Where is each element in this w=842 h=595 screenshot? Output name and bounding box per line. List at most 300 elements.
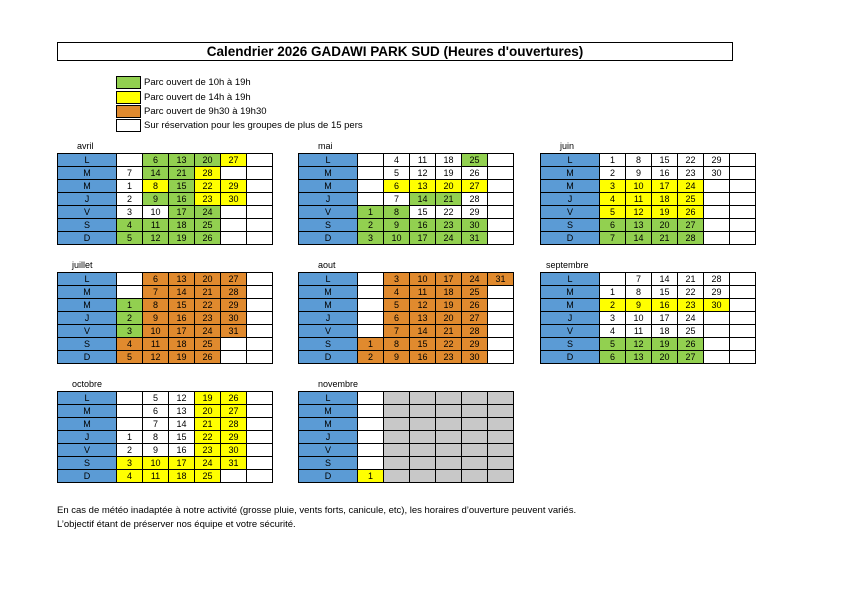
date-cell bbox=[488, 338, 514, 351]
date-cell bbox=[117, 273, 143, 286]
date-cell: 5 bbox=[384, 299, 410, 312]
legend-item bbox=[116, 119, 416, 132]
date-cell bbox=[384, 405, 410, 418]
date-cell: 22 bbox=[678, 154, 704, 167]
date-cell: 11 bbox=[626, 193, 652, 206]
week-day-row bbox=[299, 232, 514, 245]
date-cell bbox=[704, 219, 730, 232]
week-day-row bbox=[58, 219, 273, 232]
date-cell: 8 bbox=[626, 286, 652, 299]
week-day-row bbox=[299, 154, 514, 167]
date-cell: 14 bbox=[410, 325, 436, 338]
date-cell: 9 bbox=[626, 299, 652, 312]
week-day-row bbox=[58, 286, 273, 299]
date-cell: 4 bbox=[117, 219, 143, 232]
weekday-label: J bbox=[299, 431, 358, 444]
weekday-label: L bbox=[541, 154, 600, 167]
date-cell: 19 bbox=[169, 351, 195, 364]
date-cell: 14 bbox=[626, 232, 652, 245]
date-cell bbox=[247, 431, 273, 444]
date-cell: 16 bbox=[652, 299, 678, 312]
date-cell: 8 bbox=[384, 206, 410, 219]
date-cell: 11 bbox=[143, 338, 169, 351]
date-cell: 3 bbox=[600, 180, 626, 193]
week-day-row bbox=[541, 299, 756, 312]
week-day-row bbox=[541, 286, 756, 299]
week-day-row bbox=[58, 338, 273, 351]
week-day-row bbox=[299, 405, 514, 418]
date-cell bbox=[358, 167, 384, 180]
weekday-label: D bbox=[299, 351, 358, 364]
weekday-label: M bbox=[541, 167, 600, 180]
date-cell bbox=[436, 405, 462, 418]
date-cell: 24 bbox=[678, 180, 704, 193]
date-cell bbox=[462, 418, 488, 431]
date-cell: 21 bbox=[436, 193, 462, 206]
date-cell: 5 bbox=[143, 392, 169, 405]
date-cell: 26 bbox=[221, 392, 247, 405]
date-cell: 1 bbox=[358, 206, 384, 219]
date-cell: 23 bbox=[678, 299, 704, 312]
date-cell bbox=[384, 470, 410, 483]
date-cell bbox=[358, 154, 384, 167]
date-cell: 22 bbox=[195, 431, 221, 444]
week-day-row bbox=[541, 167, 756, 180]
date-cell: 6 bbox=[143, 154, 169, 167]
date-cell: 26 bbox=[462, 299, 488, 312]
date-cell bbox=[384, 431, 410, 444]
legend-swatch-white bbox=[116, 119, 141, 132]
date-cell: 4 bbox=[117, 470, 143, 483]
date-cell bbox=[488, 312, 514, 325]
date-cell bbox=[704, 338, 730, 351]
date-cell bbox=[730, 167, 756, 180]
date-cell bbox=[462, 392, 488, 405]
date-cell: 7 bbox=[143, 418, 169, 431]
date-cell: 23 bbox=[195, 444, 221, 457]
weekday-label: D bbox=[299, 232, 358, 245]
month-calendar bbox=[540, 260, 756, 364]
date-cell: 4 bbox=[384, 286, 410, 299]
date-cell bbox=[730, 312, 756, 325]
date-cell: 11 bbox=[410, 286, 436, 299]
week-day-row bbox=[299, 299, 514, 312]
date-cell: 29 bbox=[704, 154, 730, 167]
date-cell: 6 bbox=[384, 180, 410, 193]
weekday-label: J bbox=[58, 193, 117, 206]
date-cell: 11 bbox=[626, 325, 652, 338]
date-cell bbox=[488, 351, 514, 364]
date-cell: 28 bbox=[195, 167, 221, 180]
date-cell: 4 bbox=[600, 325, 626, 338]
date-cell bbox=[488, 470, 514, 483]
date-cell: 30 bbox=[221, 193, 247, 206]
weekday-label: M bbox=[541, 299, 600, 312]
date-cell: 14 bbox=[169, 286, 195, 299]
date-cell bbox=[436, 457, 462, 470]
date-cell: 13 bbox=[410, 312, 436, 325]
date-cell: 25 bbox=[195, 470, 221, 483]
date-cell: 8 bbox=[626, 154, 652, 167]
date-cell: 29 bbox=[221, 180, 247, 193]
date-cell: 29 bbox=[221, 431, 247, 444]
legend-swatch-orange bbox=[116, 105, 141, 118]
date-cell: 15 bbox=[652, 286, 678, 299]
date-cell: 3 bbox=[384, 273, 410, 286]
date-cell bbox=[221, 167, 247, 180]
date-cell: 15 bbox=[652, 154, 678, 167]
week-day-row bbox=[541, 351, 756, 364]
weekday-label: S bbox=[299, 219, 358, 232]
date-cell: 29 bbox=[221, 299, 247, 312]
date-cell: 24 bbox=[195, 206, 221, 219]
date-cell: 18 bbox=[652, 193, 678, 206]
date-cell: 3 bbox=[117, 206, 143, 219]
date-cell bbox=[488, 457, 514, 470]
weekday-label: M bbox=[299, 299, 358, 312]
date-cell bbox=[704, 193, 730, 206]
weekday-label: M bbox=[58, 405, 117, 418]
date-cell: 9 bbox=[626, 167, 652, 180]
legend-item bbox=[116, 91, 416, 104]
date-cell bbox=[358, 405, 384, 418]
date-cell bbox=[436, 431, 462, 444]
date-cell: 26 bbox=[462, 167, 488, 180]
date-cell: 1 bbox=[600, 154, 626, 167]
date-cell: 9 bbox=[143, 312, 169, 325]
date-cell: 25 bbox=[195, 338, 221, 351]
date-cell: 10 bbox=[143, 457, 169, 470]
date-cell: 3 bbox=[600, 312, 626, 325]
date-cell bbox=[358, 431, 384, 444]
date-cell bbox=[730, 338, 756, 351]
date-cell bbox=[247, 470, 273, 483]
date-cell bbox=[730, 206, 756, 219]
date-cell bbox=[704, 325, 730, 338]
month-name: septembre bbox=[546, 260, 589, 270]
date-cell bbox=[462, 431, 488, 444]
date-cell bbox=[600, 273, 626, 286]
weekday-label: M bbox=[299, 405, 358, 418]
week-day-row bbox=[541, 180, 756, 193]
date-cell: 10 bbox=[384, 232, 410, 245]
date-cell: 13 bbox=[169, 405, 195, 418]
date-cell bbox=[462, 457, 488, 470]
date-cell: 1 bbox=[358, 338, 384, 351]
date-cell bbox=[410, 444, 436, 457]
week-day-row bbox=[58, 405, 273, 418]
date-cell: 16 bbox=[410, 351, 436, 364]
week-day-row bbox=[541, 206, 756, 219]
weekday-label: M bbox=[299, 418, 358, 431]
week-day-row bbox=[58, 444, 273, 457]
date-cell: 20 bbox=[652, 351, 678, 364]
date-cell bbox=[488, 219, 514, 232]
weekday-label: L bbox=[58, 392, 117, 405]
date-cell: 18 bbox=[169, 470, 195, 483]
date-cell bbox=[221, 351, 247, 364]
date-cell bbox=[221, 219, 247, 232]
date-cell: 22 bbox=[195, 299, 221, 312]
weekday-label: V bbox=[58, 206, 117, 219]
date-cell bbox=[247, 457, 273, 470]
date-cell bbox=[730, 351, 756, 364]
weekday-label: S bbox=[299, 338, 358, 351]
date-cell: 21 bbox=[436, 325, 462, 338]
weekday-label: M bbox=[541, 286, 600, 299]
weekday-label: V bbox=[299, 444, 358, 457]
date-cell: 27 bbox=[221, 154, 247, 167]
date-cell: 13 bbox=[626, 219, 652, 232]
date-cell bbox=[247, 219, 273, 232]
date-cell: 15 bbox=[169, 431, 195, 444]
weekday-label: M bbox=[58, 286, 117, 299]
legend-label: Sur réservation pour les groupes de plus de 15 pers bbox=[144, 120, 363, 131]
week-day-row bbox=[299, 457, 514, 470]
date-cell: 20 bbox=[195, 154, 221, 167]
date-cell bbox=[247, 312, 273, 325]
date-cell bbox=[488, 206, 514, 219]
week-day-row bbox=[299, 193, 514, 206]
week-day-row bbox=[299, 286, 514, 299]
date-cell bbox=[436, 392, 462, 405]
month-name: juin bbox=[560, 141, 575, 151]
date-cell: 15 bbox=[410, 206, 436, 219]
date-cell: 4 bbox=[600, 193, 626, 206]
month-name: juillet bbox=[72, 260, 93, 270]
week-day-row bbox=[58, 457, 273, 470]
weekday-label: L bbox=[58, 154, 117, 167]
date-cell bbox=[488, 325, 514, 338]
weekday-label: M bbox=[299, 167, 358, 180]
date-cell: 2 bbox=[600, 299, 626, 312]
date-cell: 17 bbox=[169, 325, 195, 338]
date-cell bbox=[358, 418, 384, 431]
legend-item bbox=[116, 76, 416, 89]
date-cell: 14 bbox=[652, 273, 678, 286]
date-cell: 20 bbox=[436, 312, 462, 325]
date-cell: 18 bbox=[652, 325, 678, 338]
footnote-safety: L’objectif étant de préserver nos équipe et votre sécurité. bbox=[57, 519, 296, 530]
date-cell bbox=[358, 325, 384, 338]
date-cell bbox=[436, 470, 462, 483]
date-cell: 24 bbox=[462, 273, 488, 286]
date-cell: 23 bbox=[195, 193, 221, 206]
date-cell: 13 bbox=[626, 351, 652, 364]
date-cell: 4 bbox=[117, 338, 143, 351]
weekday-label: D bbox=[541, 351, 600, 364]
date-cell: 20 bbox=[652, 219, 678, 232]
date-cell: 19 bbox=[436, 299, 462, 312]
week-day-row bbox=[58, 206, 273, 219]
date-cell: 17 bbox=[436, 273, 462, 286]
weekday-label: L bbox=[58, 273, 117, 286]
date-cell: 18 bbox=[436, 286, 462, 299]
date-cell bbox=[730, 219, 756, 232]
week-day-row bbox=[541, 193, 756, 206]
date-cell: 12 bbox=[626, 338, 652, 351]
weekday-label: M bbox=[58, 418, 117, 431]
date-cell: 10 bbox=[626, 180, 652, 193]
week-day-row bbox=[299, 312, 514, 325]
date-cell bbox=[704, 312, 730, 325]
weekday-label: D bbox=[541, 232, 600, 245]
date-cell: 30 bbox=[462, 219, 488, 232]
date-cell: 10 bbox=[143, 206, 169, 219]
week-day-row bbox=[541, 312, 756, 325]
date-cell bbox=[730, 193, 756, 206]
week-day-row bbox=[299, 444, 514, 457]
date-cell bbox=[358, 444, 384, 457]
weekday-label: D bbox=[58, 351, 117, 364]
weekday-label: V bbox=[541, 325, 600, 338]
weekday-label: J bbox=[58, 312, 117, 325]
date-cell: 31 bbox=[221, 325, 247, 338]
date-cell: 6 bbox=[143, 405, 169, 418]
date-cell bbox=[358, 457, 384, 470]
date-cell bbox=[410, 457, 436, 470]
date-cell bbox=[358, 299, 384, 312]
date-cell: 6 bbox=[600, 219, 626, 232]
date-cell: 16 bbox=[169, 193, 195, 206]
date-cell bbox=[488, 418, 514, 431]
date-cell bbox=[221, 338, 247, 351]
date-cell: 30 bbox=[221, 444, 247, 457]
weekday-label: J bbox=[299, 312, 358, 325]
date-cell bbox=[358, 286, 384, 299]
week-day-row bbox=[58, 167, 273, 180]
date-cell: 28 bbox=[462, 325, 488, 338]
footnote-weather: En cas de météo inadaptée à notre activité (grosse pluie, vents forts, canicule, etc), les horaires d’ouverture peuvent variés. bbox=[57, 505, 577, 516]
month-name: aout bbox=[318, 260, 336, 270]
date-cell bbox=[117, 418, 143, 431]
date-cell bbox=[247, 405, 273, 418]
date-cell: 1 bbox=[117, 431, 143, 444]
date-cell: 24 bbox=[436, 232, 462, 245]
date-cell bbox=[358, 312, 384, 325]
date-cell: 19 bbox=[652, 338, 678, 351]
date-cell: 1 bbox=[358, 470, 384, 483]
week-day-row bbox=[58, 392, 273, 405]
page-title: Calendrier 2026 GADAWI PARK SUD (Heures d'ouvertures) bbox=[57, 42, 733, 61]
date-cell bbox=[247, 338, 273, 351]
date-cell: 7 bbox=[600, 232, 626, 245]
date-cell: 23 bbox=[436, 219, 462, 232]
date-cell: 3 bbox=[358, 232, 384, 245]
date-cell: 25 bbox=[678, 193, 704, 206]
date-cell: 15 bbox=[169, 299, 195, 312]
date-cell: 21 bbox=[195, 418, 221, 431]
date-cell: 25 bbox=[195, 219, 221, 232]
date-cell: 6 bbox=[600, 351, 626, 364]
date-cell: 7 bbox=[626, 273, 652, 286]
legend-swatch-green bbox=[116, 76, 141, 89]
month-name: novembre bbox=[318, 379, 359, 389]
date-cell bbox=[730, 273, 756, 286]
month-calendar bbox=[298, 141, 514, 245]
weekday-label: V bbox=[541, 206, 600, 219]
date-cell bbox=[488, 154, 514, 167]
date-cell bbox=[730, 154, 756, 167]
week-day-row bbox=[299, 206, 514, 219]
date-cell: 30 bbox=[221, 312, 247, 325]
month-grid bbox=[298, 153, 514, 245]
week-day-row bbox=[58, 273, 273, 286]
month-calendar bbox=[540, 141, 756, 245]
date-cell bbox=[247, 286, 273, 299]
weekday-label: D bbox=[58, 470, 117, 483]
month-name: octobre bbox=[72, 379, 103, 389]
date-cell: 9 bbox=[143, 193, 169, 206]
date-cell: 6 bbox=[143, 273, 169, 286]
date-cell bbox=[247, 193, 273, 206]
date-cell bbox=[117, 405, 143, 418]
date-cell: 21 bbox=[678, 273, 704, 286]
date-cell: 1 bbox=[117, 180, 143, 193]
date-cell: 28 bbox=[221, 286, 247, 299]
legend-item bbox=[116, 105, 416, 118]
date-cell bbox=[488, 299, 514, 312]
date-cell: 17 bbox=[410, 232, 436, 245]
week-day-row bbox=[541, 232, 756, 245]
date-cell: 31 bbox=[221, 457, 247, 470]
date-cell bbox=[704, 351, 730, 364]
date-cell bbox=[488, 444, 514, 457]
week-day-row bbox=[541, 325, 756, 338]
date-cell bbox=[410, 431, 436, 444]
date-cell bbox=[384, 444, 410, 457]
date-cell: 16 bbox=[410, 219, 436, 232]
date-cell: 19 bbox=[169, 232, 195, 245]
date-cell: 7 bbox=[384, 325, 410, 338]
date-cell: 9 bbox=[384, 351, 410, 364]
weekday-label: S bbox=[58, 457, 117, 470]
date-cell bbox=[247, 351, 273, 364]
date-cell bbox=[704, 232, 730, 245]
date-cell: 2 bbox=[117, 444, 143, 457]
week-day-row bbox=[299, 470, 514, 483]
date-cell bbox=[704, 180, 730, 193]
date-cell: 28 bbox=[221, 418, 247, 431]
date-cell: 31 bbox=[488, 273, 514, 286]
month-grid bbox=[57, 153, 273, 245]
date-cell: 6 bbox=[384, 312, 410, 325]
date-cell: 17 bbox=[652, 312, 678, 325]
date-cell: 17 bbox=[169, 457, 195, 470]
week-day-row bbox=[299, 325, 514, 338]
date-cell bbox=[488, 180, 514, 193]
date-cell bbox=[384, 457, 410, 470]
date-cell: 25 bbox=[462, 154, 488, 167]
month-grid bbox=[298, 272, 514, 364]
date-cell: 10 bbox=[626, 312, 652, 325]
date-cell: 3 bbox=[117, 457, 143, 470]
date-cell: 12 bbox=[169, 392, 195, 405]
date-cell: 1 bbox=[600, 286, 626, 299]
weekday-label: M bbox=[58, 299, 117, 312]
date-cell bbox=[488, 431, 514, 444]
date-cell: 21 bbox=[652, 232, 678, 245]
weekday-label: V bbox=[58, 325, 117, 338]
date-cell bbox=[410, 470, 436, 483]
date-cell bbox=[730, 232, 756, 245]
date-cell bbox=[117, 154, 143, 167]
date-cell bbox=[117, 392, 143, 405]
date-cell: 5 bbox=[600, 206, 626, 219]
date-cell: 9 bbox=[384, 219, 410, 232]
month-grid bbox=[540, 272, 756, 364]
date-cell: 10 bbox=[143, 325, 169, 338]
